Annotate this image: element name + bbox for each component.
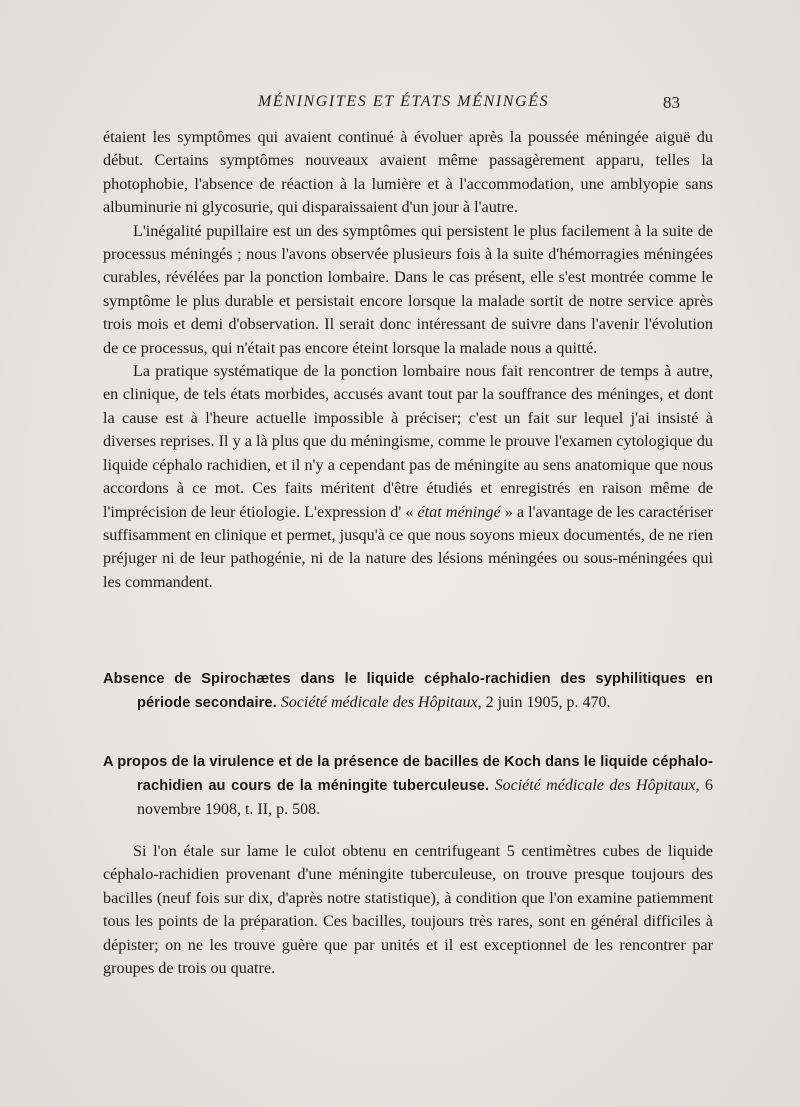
main-text: [103, 126, 713, 594]
reference-2-source: Société médicale des Hôpitaux,: [494, 777, 700, 794]
page-number: 83: [663, 93, 680, 112]
paragraph-3: [103, 360, 713, 594]
paragraph-3-end: » a l'avantage de les caractériser suffisamment en clinique et permet, jusqu'à ce que nous soyons mieux documentés, de ne rien préjuger ni de leur pathogénie, ni de la nature des lésions méningées ou sous-méningées qui les commandent.: [103, 502, 713, 591]
reference-2: [103, 750, 713, 822]
reference-2-title: A propos de la virulence et de la présence de bacilles de Koch dans le liquide céphalo-rachidien au cours de la méningite tuberculeuse.: [103, 754, 713, 794]
paragraph-3-start: La pratique systématique de la ponction lombaire nous fait rencontrer de temps à autre, en clinique, de tels états morbides, accusés avant tout par la souffrance des méninges, et dont la cause est à l'heure actuelle impossible à préciser; c'est un fait sur lequel j'ai insisté à diverses reprises. Il y a là plus que du méningisme, comme le prouve l'examen cytologique du liquide céphalo rachidien, et il n'y a cependant pas de méningite au sens anatomique que nous accordons à ce mot. Ces faits méritent d'être étudiés et enregistrés en raison même de l'imprécision de leur étiologie. L'expression d' «: [103, 362, 713, 521]
reference-1: [103, 667, 713, 715]
etat-meninge-term: état méningé: [417, 502, 501, 521]
reference-1-details: 2 juin 1905, p. 470.: [485, 694, 611, 711]
final-text: [103, 840, 713, 980]
final-paragraph: Si l'on étale sur lame le culot obtenu en centrifugeant 5 centimètres cubes de liquide céphalo-rachidien provenant d'une méningite tuberculeuse, on trouve presque toujours des bacilles (neuf fois sur dix, d'après notre statistique), à condition que l'on examine patiemment tous les points de la préparation. Ces bacilles, toujours très rares, sont en général difficiles à dépister; on ne les trouve guère que par unités et il est exceptionnel de les rencontrer par groupes de trois ou quatre.: [103, 842, 713, 978]
paragraph-1: étaient les symptômes qui avaient continué à évoluer après la poussée méningée aiguë du début. Certains symptômes nouveaux avaient même passagèrement apparu, telles la photophobie, l'absence de réaction à la lumière et à l'accommodation, une amblyopie sans albuminurie ni glycosurie, qui disparaissaient d'un jour à l'autre.: [103, 128, 713, 217]
paragraph-2: L'inégalité pupillaire est un des symptômes qui persistent le plus facilement à la suite de processus méningés ; nous l'avons observée plusieurs fois à la suite d'hémorragies méningées curables, révélées par la ponction lombaire. Dans le cas présent, elle s'est montrée comme le symptôme le plus durable et persistait encore lorsque la malade sortit de notre service après trois mois et demi d'observation. Il serait donc intéressant de suivre dans l'avenir l'évolution de ce processus, qui n'était pas encore éteint lorsque la malade nous a quitté.: [103, 221, 713, 357]
reference-1-title: Absence de Spirochætes dans le liquide céphalo-rachidien des syphilitiques en période secondaire.: [103, 671, 713, 711]
reference-2-details: 6 novembre 1908, t. II, p. 508.: [137, 777, 714, 818]
reference-1-source: Société médicale des Hôpitaux,: [280, 694, 482, 711]
running-title: MÉNINGITES ET ÉTATS MÉNINGÉS: [258, 93, 550, 110]
